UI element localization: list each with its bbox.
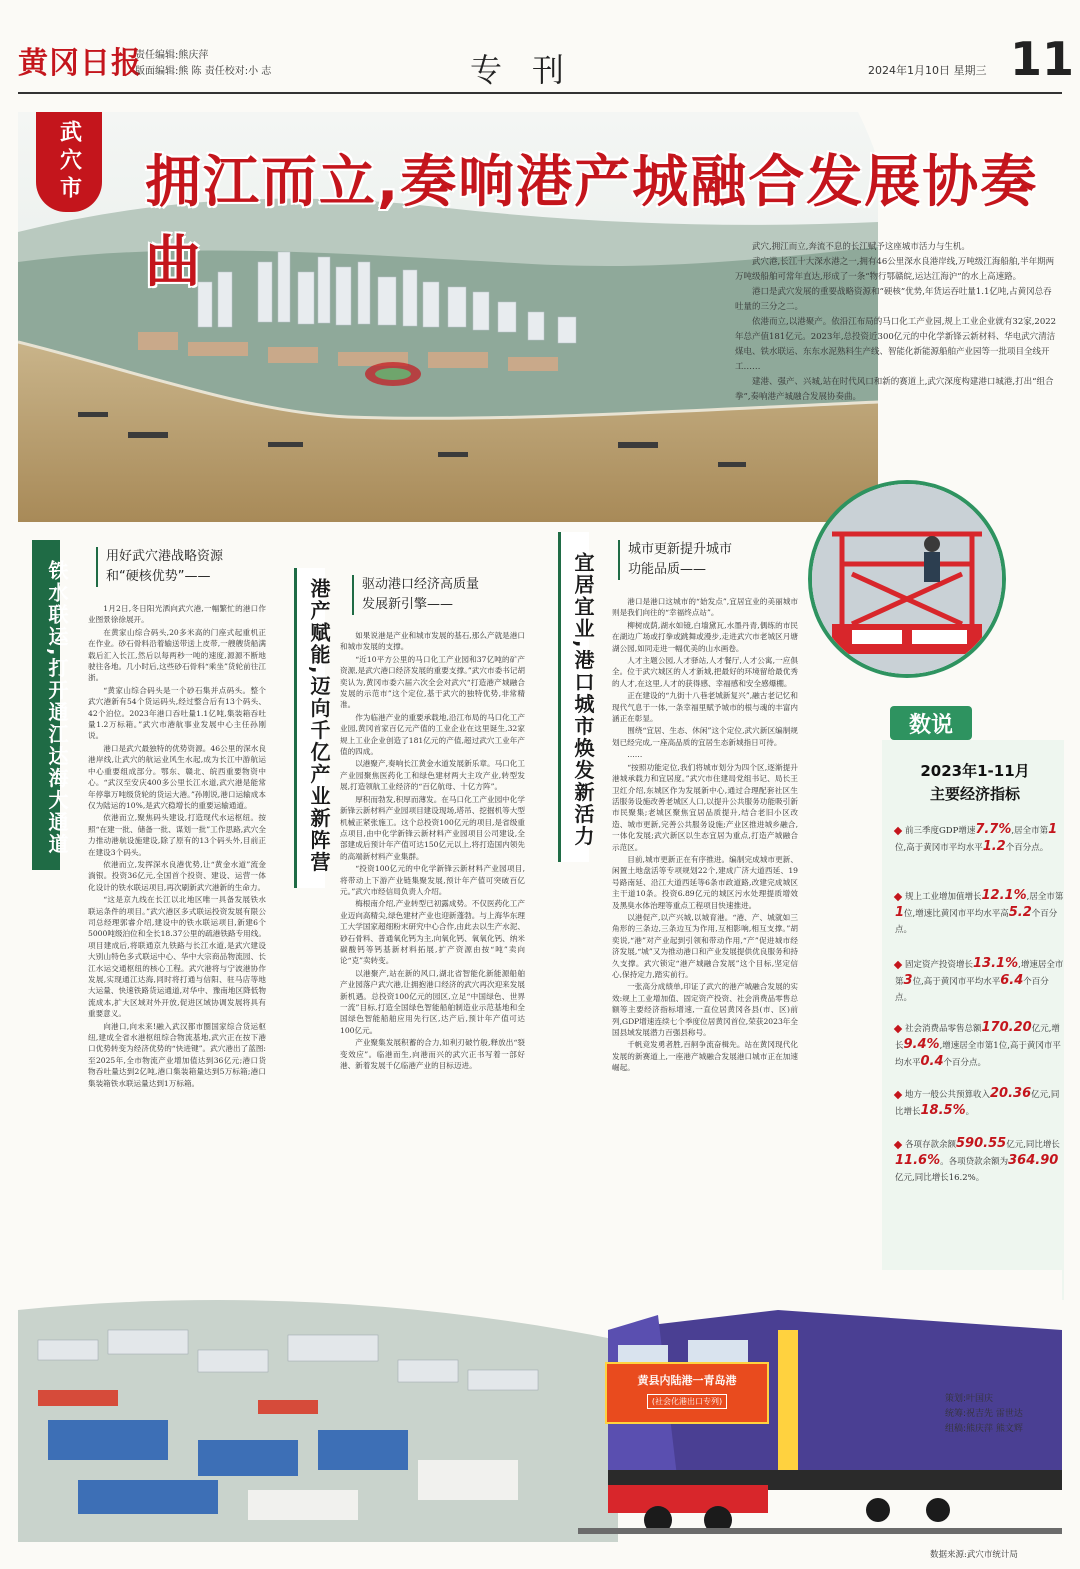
stat-retail [895, 1020, 1065, 1071]
stat-rank: 3 [903, 973, 913, 988]
editor-credits [135, 48, 271, 80]
stat-diff: 1.2 [982, 839, 1006, 854]
stat-rank: 1 [895, 905, 905, 920]
stat-value: 20.36 [990, 1086, 1032, 1101]
stat-value: 12.1% [981, 888, 1027, 903]
lead-p2: 武穴港,长江十大深水港之一,拥有46公里深水良港岸线,万吨级江海船舶,半年期两万吨级船舶可常年直达,形成了一条“物行鄂赣皖,运达江海沪”的水上高速路。 [735, 257, 1055, 282]
stat-diff: 0.4 [920, 1054, 944, 1069]
data-heading [890, 760, 1060, 806]
stat-label: 前三季度GDP增速 [905, 826, 976, 836]
col1-p5: 依港而立,聚焦码头建设,打造现代水运枢纽。按照“在建一批、储备一批、谋划一批”工作思路,武穴全力推动港航设施建设,除了原有的13个码头外,目前正在建设3个码头。 [88, 813, 266, 857]
stat-text: 。各项贷款余额为 [940, 1157, 1009, 1167]
col1-subhead-line1: 用好武穴港战略资源 [106, 549, 224, 564]
col2-subhead-line2: 发展新引擎—— [362, 597, 454, 612]
stat-text: ,居全市第 [1011, 826, 1049, 836]
col3-p10: 一张高分成绩单,印证了武穴的港产城融合发展的实效:规上工业增加值、固定资产投资、社会消费品零售总额等主要经济指标增速,一直位居黄冈各县(市、区)前列,GDP增速连续七个季度位居黄冈首位,荣获2023年全国县域发展潜力百强县称号。 [612, 982, 798, 1038]
stat-deposits [895, 1136, 1065, 1186]
col1-p6: 依港而立,发挥深水良港优势,让“黄金水道”流金淌银。投资36亿元,全国首个投资、建设、运营一体化设计的铁水联运项目,再次刷新武穴港新的生命力。 [88, 859, 266, 892]
masthead: 黄冈日报 [18, 46, 142, 81]
col3-p7: “按照功能定位,我们将城市划分为四个区,逐渐提升港城承载力和宜居度。”武穴市住建局党组书记、局长王卫红介绍,东城区作为发展新中心,通过合理配套社区生活服务设施改善老城区人口,以提升公共服务功能吸引新市民聚集;老城区聚焦宜居品质提升,结合老旧小区改造、城市更新,完善公共服务设施;产业区推进城乡融合,一体化发展;武穴新区以生态宜居为重点,打造产城融合示范区。 [612, 762, 798, 852]
stat-gdp [895, 822, 1065, 856]
editor-line-2: 版面编辑:熊 陈 责任校对:小 志 [135, 66, 272, 77]
col3-p2: 柳树成荫,湖水如镜,白墙黛瓦,水墨丹青,偶练的市民在湖边广场或打拳或跳舞或漫步,走进武穴市老城区月塘湖公园,如同走进一幅优美的山水画卷。 [612, 620, 798, 653]
col1-vertical-title: 铁水联运,打开通江达海大通道 [45, 560, 69, 856]
credit-line-3: 组稿:熊庆萍 熊文辉 [945, 1424, 1023, 1434]
stat-industry [895, 888, 1065, 938]
stat-label: 地方一般公共预算收入 [905, 1090, 991, 1100]
col1-subhead [96, 547, 223, 587]
stat-label: 各项存款余额 [905, 1140, 957, 1150]
col2-p4: 以港聚产,奏响长江黄金水道发展新乐章。马口化工产业园聚焦医药化工和绿色建材两大主攻产业,转型发展,打造领航工业经济的“百亿航母、十亿方阵”。 [340, 759, 525, 792]
stat-text: 位,增速比黄冈市平均水平高 [904, 909, 1009, 919]
stat-value: 590.55 [956, 1136, 1007, 1151]
col2-subhead [352, 575, 479, 615]
stat-text: 亿元,同比增长 [1006, 1140, 1060, 1150]
lead-p3: 港口是武穴发展的重要战略资源和“硬核”优势,年货运吞吐量1.1亿吨,占黄冈总吞吐量的三分之二。 [735, 287, 1052, 312]
lead-paragraph [735, 240, 1060, 405]
stat-text: ,增速居全市第 [895, 960, 1064, 987]
col3-p3: 人才主题公园,人才驿站,人才餐厅,人才公寓,一应俱全。位于武穴城区的人才新城,把最好的环境留给最优秀的人才,在这里,人才的获得感、幸福感和安全感爆棚。 [612, 656, 798, 688]
col2-p5: 厚积而勃发,积厚而薄发。在马口化工产业园中化学新锋云新材料产业园项目建设现场,塔吊、挖掘机等大型机械正紧张施工。这个总投资100亿元的项目,是省级重点项目,由中化学新锋云新材料产业园项目公司建设,全部建成后预计年产值可达150亿元以上,将打造国内领先的高端新材料产业集群。 [340, 794, 525, 861]
col3-subhead [618, 540, 732, 580]
stat-value: 13.1% [973, 956, 1019, 971]
page-number: 11 [1010, 32, 1075, 86]
col2-p8: 以港聚产,站在新的风口,湖北省智能化新能源船舶产业园落户武穴港,让拥抱港口经济的武穴再次迎来发展新机遇。总投资100亿元的园区,立足“中国绿色、世界一流”目标,打造全国绿色智能船舶制造业示范基地和全国绿色智能船舶应用先行区,达产后,预计年产值可达100亿元。 [340, 968, 525, 1035]
col3-p5: 围绕“宜居、生态、休闲”这个定位,武穴新区编制规划已经完成,一座高品质的宜居生态新城指日可待。 [612, 726, 798, 747]
col2-vertical-title: 港产赋能,迈向千亿产业新阵营 [307, 578, 331, 874]
stat-diff: 6.4 [1000, 973, 1024, 988]
col3-subhead-line1: 城市更新提升城市 [628, 542, 733, 557]
lead-p5: 建港、强产、兴城,站在时代风口和新的赛道上,武穴深度构建港口城港,打出“组合拳”,奏响港产城融合发展协奏曲。 [735, 377, 1054, 402]
stat-text: 位,高于黄冈市平均水平 [895, 843, 983, 853]
train-route-sign [605, 1362, 769, 1424]
stat-growth: 11.6% [895, 1153, 941, 1168]
data-section-title: 数说 [890, 706, 972, 740]
issue-date: 2024年1月10日 星期三 [868, 64, 987, 77]
col1-p2: 在黄家山综合码头,20多米高的门座式起重机正在作业。砂石骨料沿着输送带送上皮带,一艘艘货船满载后汇入长江,然后以每两秒一吨的速度,源源不断地驶往各地。几小时后,这些砂石骨料“乘坐”货轮前往江浙。 [88, 627, 266, 683]
stat-growth: 18.5% [920, 1103, 966, 1118]
stat-value: 170.20 [981, 1020, 1032, 1035]
col1-p7: “这是京九线在长江以北地区唯一具备发展铁水联运条件的项目。”武穴港区多式联运投资发展有限公司总经理郭睿介绍,建设中的铁水联运项目,新建6个5000吨级泊位和全长18.37公里的疏港铁路专用线。项目建成后,将联通京九铁路与长江水道,是武穴建设大别山特色多式联运中心、华中大宗商品物流园、长江水运交通枢纽的核心工程。武穴港将与宁波港协作发展,实现通江达海,同时将打通与信阳、驻马店等地大运量、快速铁路货运通道,对华中、豫南地区降低物流成本,扩大区域对外开放,促进区域协调发展将具有重要意义。 [88, 895, 266, 1019]
stat-text: 亿元,同比增长 [895, 1090, 1060, 1117]
bottom-train-photo [18, 1270, 1062, 1542]
lead-p1: 武穴,拥江而立,奔流不息的长江赋予这座城市活力与生机。 [752, 242, 970, 252]
col1-p4: 港口是武穴最独特的优势资源。46公里的深水良港岸线,让武穴的航运业风生水起,成为长江中游航运中心重要组成部分。鄂东、赣北、皖西重要物资中心。“武汉至安庆400多公里长江水道,武穴港是能常年停靠万吨级货轮的货运大港。”孙刚说,港口运输成本仅为陆运的10%,是武穴稳增长的重要运输通道。 [88, 743, 266, 810]
stat-text: ,增速居全市第1位,高于黄冈市平均水平 [895, 1041, 1061, 1068]
section-name: 专刊 [470, 51, 595, 89]
col2-p1: 如果说港是产业和城市发展的基石,那么产就是港口和城市发展的支撑。 [340, 631, 525, 652]
bullet-icon [894, 1090, 902, 1098]
col3-p8: 目前,城市更新正在有序推进。编制完成城市更新、闲置土地盘活等专项规划22个,建成广济大道西延、19号路南延、沿江大道西延等6条市政道路,改建完成城区主干道10条。投资6.89亿元的城区污水处理提质增效及黑臭水体治理等重点工程项目快速推进。 [612, 854, 798, 910]
stat-investment [895, 956, 1065, 1006]
planning-credits [945, 1392, 1023, 1437]
col2-p2: “近10平方公里的马口化工产业园和37亿吨的矿产资源,是武穴港口经济发展的重要支撑。”武穴市委书记胡奕认为,黄冈市委六届六次全会对武穴“打造港产城融合发展的示范市”这个定位,基于武穴的独特优势,非常精准。 [340, 654, 525, 710]
bullet-icon [894, 1024, 902, 1032]
col3-p9: 以港促产,以产兴城,以城育港。“港、产、城就如三角形的三条边,三条边互为作用,互相影响,相互支撑。”胡奕说,“港”对产业起到引领和带动作用,“产”促进城市经济发展,“城”又为推动港口和产业发展提供优良服务和持久支撑。武穴锁定“港产城融合发展”这个目标,坚定信心,保持定力,踏实前行。 [612, 912, 798, 979]
data-heading-line2: 主要经济指标 [929, 785, 1020, 803]
data-source: 数据来源:武穴市统计局 [930, 1550, 1018, 1560]
col3-body [612, 596, 798, 1236]
stat-text: 个百分点。 [895, 909, 1058, 935]
col2-p7: 梅根南介绍,产业转型已初露成势。不仅医药化工产业迈向高精尖,绿色建材产业也迎新蓬勃。与上海华东理工大学国家超细粉末研究中心合作,由此去以生产水泥、砂石骨料、普通氧化钙为主,向氧化钙、氧氧化钙、纳米碳酸钙等钙基新材料拓展,扩产资源由按“吨”卖向论“克”卖转变。 [340, 899, 525, 966]
stat-loans: 364.90 [1008, 1153, 1059, 1168]
bullet-icon [894, 960, 902, 968]
col1-body [88, 603, 266, 1253]
col3-p1: 港口是港口这城市的“始发点”,宜居宜业的美丽城市则是我们向往的“幸福终点站”。 [612, 597, 798, 618]
col1-p3: “黄家山综合码头是一个砂石集并点码头。整个武穴港新有54个货运码头,经过整合后有13个码头、42个泊位。2023年港口吞吐量1.1亿吨,集装箱吞吐量1.2万标箱。”武穴市港航事业发展中心主任孙刚说。 [88, 685, 266, 741]
stat-label: 规上工业增加值增长 [905, 892, 982, 902]
bullet-icon [894, 826, 902, 834]
stat-text: ,居全市第 [1026, 892, 1064, 902]
credit-line-2: 统筹:祝吉先 雷世达 [945, 1409, 1023, 1419]
header-rule [18, 92, 1062, 94]
col2-p3: 作为临港产业的重要承载地,沿江布局的马口化工产业园,黄冈首家百亿元产值的工业企业在这里诞生,32家规上工业企业创造了181亿元的产值,超过武穴工业年产值的四成。 [340, 712, 525, 757]
stat-growth: 9.4% [903, 1037, 940, 1052]
credit-line-1: 策划:叶国庆 [945, 1394, 994, 1404]
stat-text: 。 [965, 1107, 975, 1117]
col1-subhead-line2: 和“硬核优势”—— [106, 569, 211, 584]
stat-text: 位,高于黄冈市平均水平 [912, 977, 1001, 987]
bullet-icon [894, 1140, 902, 1148]
stat-label: 固定资产投资增长 [905, 960, 974, 970]
col3-p4: 正在建设的“九街十八巷老城新复兴”,融古老记忆和现代气息于一体,一条幸福里赋予城市的根与魂的丰富内涵正在彰显。 [612, 691, 798, 724]
col3-vertical-title: 宜居宜业,港口城市焕发新活力 [571, 552, 595, 848]
stat-text: 个百分点。 [1005, 843, 1049, 853]
col1-p1: 1月2日,冬日阳光洒向武穴港,一幅繁忙的港口作业图景徐徐展开。 [88, 604, 266, 625]
stat-text: 个百分点。 [895, 977, 1049, 1003]
train-route-note: (社会化港出口专列) [647, 1394, 727, 1409]
col2-p6: “投资100亿元的中化学新锋云新材料产业园项目,将带动上下游产业链集聚发展,预计年产值可突破百亿元。”武穴市经信局负责人介绍。 [340, 864, 525, 896]
col2-body [340, 630, 525, 1240]
stat-rank: 1 [1048, 822, 1058, 837]
stat-label: 社会消费品零售总额 [905, 1024, 982, 1034]
stat-text: 亿元,增长 [895, 1024, 1060, 1051]
col2-subhead-line1: 驱动港口经济高质量 [362, 577, 480, 592]
stat-value: 7.7% [975, 822, 1012, 837]
col2-p9: 产业聚集发展积蓄的合力,如利刃破竹般,释放出“裂变效应”。临港而生,向港而兴的武穴正书写着一部好港、新着发展千亿临港产业的目标迈进。 [340, 1038, 525, 1071]
stat-diff: 5.2 [1008, 905, 1032, 920]
stat-budget [895, 1086, 1065, 1120]
lead-p4: 依港而立,以港聚产。依沿江布局的马口化工产业园,规上工业企业就有32家,2022年总产值181亿元。2023年,总投资近300亿元的中化学新锋云新材料、华电武穴清洁煤电、铁水联运、东东水泥熟料生产线、智能化新能源船舶产业园等一批项目全线开工…… [735, 317, 1057, 372]
main-headline: 拥江而立,奏响港产城融合发展协奏曲 [145, 150, 1039, 295]
data-heading-line1: 2023年1-11月 [920, 762, 1030, 780]
col1-p8: 向港口,向未来!融入武汉都市圈国家综合货运枢纽,建成全省水港枢纽综合物流基地,武穴正在按下港口优势转变为经济优势的“快进键”。武穴港出了蓝图:至2025年,全市物流产业增加值达到36亿元;港口货物吞吐量达到2亿吨,港口集装箱量达到5万标箱;港口集装箱铁水联运量达到1万标箱。 [88, 1021, 266, 1088]
bullet-icon [894, 892, 902, 900]
train-route-name: 黄县内陆港一青岛港 [637, 1374, 737, 1387]
city-badge: 武穴市 [36, 112, 102, 212]
worker-lift-photo [808, 480, 1006, 678]
stat-text: 亿元,同比增长16.2%。 [895, 1173, 985, 1183]
col3-subhead-line2: 功能品质—— [628, 562, 707, 577]
editor-line-1: 责任编辑:熊庆萍 [135, 50, 209, 61]
col3-p6: …… [627, 750, 643, 760]
stat-text: 个百分点。 [943, 1058, 987, 1068]
col3-p11: 千帆竞发勇者胜,百舸争流奋楫先。站在黄冈现代化发展的新赛道上,一座港产城融合发展港口城市正在加速崛起。 [612, 1040, 798, 1073]
